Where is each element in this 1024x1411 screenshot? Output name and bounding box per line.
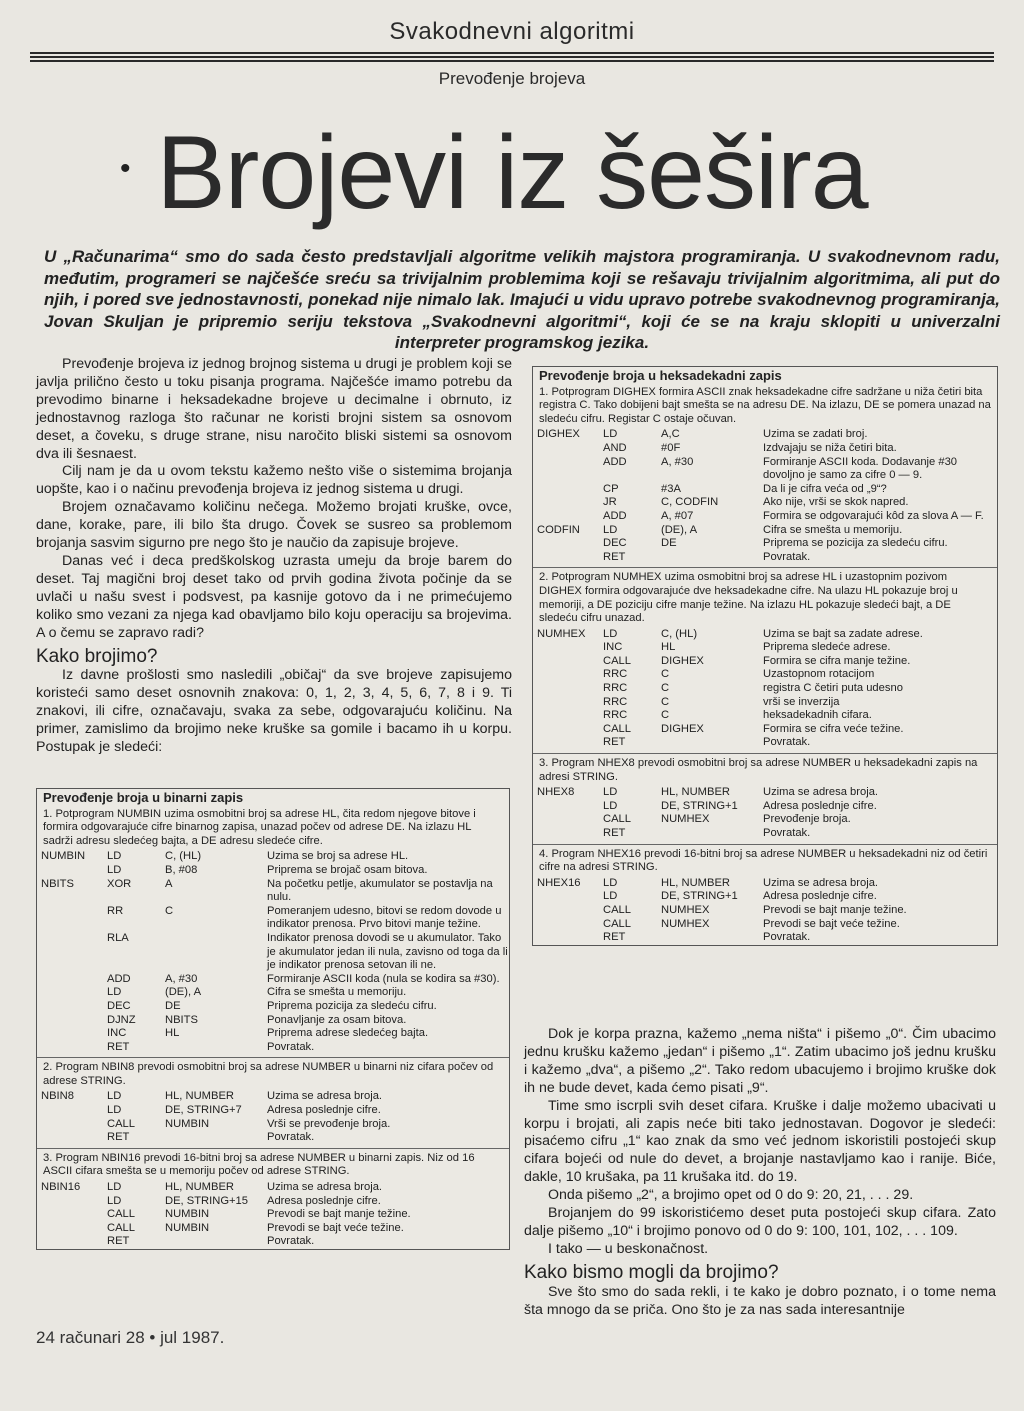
code-line: [533, 904, 907, 918]
code-cell: DE, STRING+15: [165, 1194, 248, 1207]
code-cell: Prevodi se bajt manje težine.: [267, 1208, 411, 1221]
code-cell: Cifra se smešta u memoriju.: [267, 986, 407, 999]
code-cell: INC: [603, 641, 623, 654]
code-cell: CP: [603, 482, 619, 495]
code-cell: [37, 864, 107, 878]
code-cell: Adresa poslednje cifre.: [267, 1104, 381, 1117]
code-cell: [533, 537, 603, 551]
code-line: [533, 483, 997, 497]
paragraph: Danas već i deca predškolskog uzrasta umeju da broje barem do deset. Taj magični broj deset tako od prvih godina života počinje da se uvlači u našu svest i podsvest, pa kasnije gotovo da i ne primećujemo koliko smo vezani za njega kad obavljamo bilo koju operaciju sa brojevima. A o čemu se zapravo radi?: [36, 552, 512, 641]
code-cell: DE, STRING+1: [661, 799, 738, 812]
code-cell: [533, 931, 603, 945]
paragraph: Dok je korpa prazna, kažemo „nema ništa“ i pišemo „0“. Čim ubacimo jednu krušku kažemo „jedan“ i pišemo „1“. Zatim ubacimo još jednu krušku i kažemo „dva“, a pišemo „2“. Tako redom ubacujemo i brojimo kruške dok ih ne bude devet, kada ćemo pisati „9“.: [524, 1026, 996, 1096]
code-listing: [37, 1090, 390, 1144]
code-line: [533, 786, 878, 800]
code-line: [533, 931, 907, 945]
code-line: [37, 864, 509, 878]
code-cell: [533, 496, 603, 510]
code-cell: Vrši se prevođenje broja.: [267, 1117, 391, 1130]
code-cell: DJNZ: [107, 1013, 136, 1026]
code-line: [533, 456, 997, 483]
code-line: [37, 1118, 390, 1132]
code-cell: A: [165, 877, 173, 890]
box-title: Prevođenje broja u binarni zapis: [43, 790, 244, 805]
lead-paragraph: U „Računarima“ smo do sada često predstavljali algoritme velikih majstora programiranja. U svakodnevnom radu, međutim, programeri se najčešće sreću sa trivijalnim problemima koji se rešavaju trivijalnim algoritmima, ali put do njih, i pored sve jednostavnosti, ponekad nije nimalo lak. Imajući u vidu upravo potrebe svakodnevnog programiranja, Jovan Skuljan je pripremio seriju tekstova „Svakodnevni algoritmi“, koji će se na kraju sklopiti u univerzalni interpreter programskog jezika.: [44, 247, 1000, 352]
code-listing: [533, 877, 907, 945]
code-cell: C: [661, 709, 670, 722]
code-cell: Uzima se adresa broja.: [267, 1181, 383, 1194]
code-line: [533, 668, 923, 682]
code-cell: Formiranje ASCII koda. Dodavanje #30 dovoljno je samo za cifre 0 — 9.: [763, 455, 958, 482]
code-cell: HL, NUMBER: [165, 1181, 234, 1194]
code-cell: CALL: [107, 1221, 135, 1234]
code-cell: heksadekadnih cifara.: [763, 709, 872, 722]
code-cell: [533, 442, 603, 456]
paragraph: I tako — u beskonačnost.: [548, 1240, 709, 1257]
paragraph: Prevođenje brojeva iz jednog brojnog sistema u drugi je problem koji se javlja prilično često u toku pisanja programa. Najčešće imamo potrebu da prevodimo binarne i heksadekadne brojeve u decimalne i obrnuto, iz jednostavnog razloga što računar ne koristi brojni sistem sa osnovom deset, a čoveku, s druge strane, nisu naročito bliski sistemi sa osnovom dva ili šesnaest.: [36, 356, 512, 462]
left-column: [36, 356, 512, 757]
code-cell: RET: [107, 1040, 130, 1053]
code-cell: Povratak.: [763, 931, 811, 944]
code-line: [533, 813, 878, 827]
code-line: [37, 1041, 509, 1055]
code-cell: DEC: [603, 537, 627, 550]
code-cell: ADD: [603, 509, 627, 522]
code-cell: DIGHEX: [537, 428, 580, 441]
code-cell: [37, 1131, 107, 1145]
code-line: [533, 918, 907, 932]
paragraph: Iz davne prošlosti smo nasledili „običaj“ da sve brojeve zapisujemo koristeći samo deset osnovnih znakova: 0, 1, 2, 3, 4, 5, 6, 7, 8 i 9. Ti znakovi, ili cifre, označavaju, svaka za sebe, odgovarajuću količinu. Na primer, zamislimo da brojimo neke kruške sa gomile i bacamo ih u korpu. Postupak je sledeći:: [36, 667, 512, 756]
code-cell: [533, 551, 603, 565]
bin-code-box: [36, 788, 510, 1250]
code-cell: [533, 890, 603, 904]
code-cell: Uzima se adresa broja.: [267, 1090, 383, 1103]
code-cell: RR: [107, 904, 124, 917]
code-cell: Povratak.: [267, 1235, 315, 1248]
code-cell: Povratak.: [763, 827, 811, 839]
code-cell: NHEX16: [537, 876, 581, 889]
code-cell: [37, 973, 107, 987]
code-cell: C: [661, 668, 670, 681]
code-line: [533, 510, 997, 524]
article-subtitle: Prevođenje brojeva: [438, 69, 586, 88]
code-cell: [533, 736, 603, 750]
code-cell: LD: [603, 890, 618, 903]
code-cell: [37, 1118, 107, 1132]
code-cell: Uzima se zadati broj.: [763, 428, 868, 441]
code-cell: NUMBIN: [41, 850, 86, 863]
code-cell: DE: [165, 999, 181, 1012]
code-cell: CODFIN: [537, 523, 580, 536]
code-cell: DE: [661, 537, 677, 550]
paragraph: Onda pišemo „2“, a brojimo opet od 0 do 9: 20, 21, . . . 29.: [548, 1187, 914, 1204]
code-cell: [533, 918, 603, 932]
code-cell: Priprema pozicija za sledeću cifru.: [267, 999, 437, 1012]
code-cell: Da li je cifra veća od „9“?: [763, 482, 887, 495]
code-line: [533, 641, 923, 655]
page-footer: 24 računari 28 • jul 1987.: [36, 1328, 225, 1347]
code-cell: [533, 696, 603, 710]
code-cell: RET: [603, 827, 626, 839]
code-cell: [37, 1041, 107, 1055]
code-cell: Prevođenje broja.: [763, 813, 851, 826]
headline-dot: •: [120, 152, 131, 185]
paragraph: Brojanjem do 99 iskoristićemo deset puta postojeći skup cifara. Zato dalje pišemo „10“ i brojimo ponovo od 0 do 9: 100, 101, 102, . . . 109.: [524, 1205, 996, 1239]
code-cell: Priprema se brojač osam bitova.: [267, 863, 428, 876]
right-column: [524, 1026, 996, 1320]
box-desc: 3. Program NHEX8 prevodi osmobitni broj sa adrese NUMBER u heksadekadni zapis na adresi STRING.: [539, 757, 978, 783]
code-listing: [533, 628, 923, 750]
code-cell: Prevodi se bajt veće težine.: [267, 1221, 404, 1234]
code-cell: Pripremа adrese sledećeg bajta.: [267, 1027, 429, 1040]
code-cell: A, #30: [165, 972, 198, 985]
code-line: [533, 655, 923, 669]
code-cell: [533, 813, 603, 827]
code-line: [533, 496, 997, 510]
box-title: Prevođenje broja u heksadekadni zapis: [539, 368, 782, 383]
code-line: [533, 736, 923, 750]
code-cell: RRC: [603, 682, 628, 695]
hex-code-box: [532, 366, 998, 946]
code-line: [533, 696, 923, 710]
code-cell: [533, 510, 603, 524]
code-cell: [533, 655, 603, 669]
code-line: [37, 905, 509, 932]
code-cell: XOR: [107, 877, 132, 890]
code-cell: NUMBIN: [165, 1117, 210, 1130]
code-cell: NBIN16: [41, 1181, 81, 1194]
code-cell: #0F: [661, 441, 681, 454]
code-cell: RRC: [603, 668, 628, 681]
code-cell: [37, 986, 107, 1000]
code-cell: B, #08: [165, 863, 198, 876]
box-desc: 1. Potprogram NUMBIN uzima osmobitni broj sa adrese HL, čita redom njegove bitove i formira odgovarajuće cifre binarnog zapisa, unazad počev od adrese DE. Na izlazu HL sadrži adresu sledećeg bajta, a DE adresu sledeće cifre.: [43, 807, 476, 847]
section-title: Svakodnevni algoritmi: [389, 18, 635, 45]
code-cell: [533, 827, 603, 841]
code-cell: RLA: [107, 931, 129, 944]
code-cell: NUMHEX: [537, 627, 586, 640]
code-cell: C, (HL): [661, 627, 698, 640]
code-cell: C, CODFIN: [661, 496, 719, 509]
box-desc: 3. Program NBIN16 prevodi 16-bitni broj sa adrese NUMBER u binarni zapis. Niz od 16 ASCII cifara smešta se u memoriju počev od adrese STRING.: [43, 1151, 475, 1178]
code-cell: LD: [603, 876, 618, 889]
code-cell: HL, NUMBER: [165, 1090, 234, 1103]
code-cell: A, #30: [661, 455, 694, 468]
code-cell: Uzima se broj sa adrese HL.: [267, 850, 409, 863]
code-line: [533, 628, 923, 642]
code-cell: [37, 1222, 107, 1236]
code-cell: Ako nije, vrši se skok napred.: [763, 496, 909, 509]
code-listing: [533, 786, 878, 840]
code-cell: (DE), A: [661, 523, 698, 536]
paragraph: Time smo iscrpli svih deset cifara. Kruške i dalje možemo ubacivati u korpu i brojati, ali zapis neće biti tako jednostavan. Dogovor je sledeći: pisaćemo cifru „1“ kao znak da smo već jednom iskoristili postojeći skup cifara bojeći od nule do devet, a brojanje nastavljamo kao i ranije. Biće, dakle, 10 krušaka, pa 11 krušaka itd. do 19.: [524, 1097, 996, 1186]
code-cell: LD: [107, 1194, 122, 1207]
code-line: [533, 428, 997, 442]
header-rules: [30, 52, 994, 66]
code-cell: [533, 723, 603, 737]
code-cell: [37, 1208, 107, 1222]
code-cell: RRC: [603, 695, 628, 708]
code-cell: [533, 904, 603, 918]
code-cell: C, (HL): [165, 850, 202, 863]
code-cell: [533, 682, 603, 696]
paragraph: Sve što smo do sada rekli, i te kako je dobro poznato, i o tome nema šta mnogo da se priča. Ono što je za nas sada interesantnije: [524, 1283, 996, 1318]
code-line: [533, 827, 878, 841]
code-line: [37, 878, 509, 905]
code-cell: DIGHEX: [661, 722, 704, 735]
code-cell: [165, 1235, 267, 1249]
code-line: [37, 1000, 509, 1014]
code-cell: HL: [165, 1027, 180, 1040]
code-cell: [165, 1131, 267, 1145]
code-cell: NUMBIN: [165, 1208, 210, 1221]
subheading: Kako bismo mogli da brojimo?: [524, 1261, 779, 1283]
code-cell: Cifra se smešta u memoriju.: [763, 523, 903, 536]
code-cell: CALL: [603, 722, 631, 735]
code-cell: (DE), A: [165, 986, 202, 999]
code-cell: Formira se cifra manje težine.: [763, 654, 911, 667]
code-cell: Uzima se adresa broja.: [763, 786, 879, 799]
code-cell: [165, 1041, 267, 1055]
code-cell: [533, 456, 603, 483]
code-cell: Povratak.: [267, 1040, 315, 1053]
code-cell: [533, 483, 603, 497]
box-desc: 4. Program NHEX16 prevodi 16-bitni broj sa adrese NUMBER u heksadekadni niz od četiri cifre na adresi STRING.: [539, 847, 988, 874]
code-cell: vrši se inverzija: [763, 695, 840, 708]
code-line: [37, 1195, 411, 1209]
code-line: [533, 709, 923, 723]
box-desc: 2. Potprogram NUMHEX uzima osmobitni broj sa adrese HL i uzastopnim pozivom DIGHEX formira odgovarajuće dve heksadekadne cifre. Na ulazu HL pokazuje broj u memoriji, a DE poziciju cifre manje težine. Na izlazu HL pokazuje sledeći bajt, a DE sledeću cifru unazad.: [539, 571, 958, 625]
code-cell: RET: [107, 1131, 130, 1144]
code-line: [533, 800, 878, 814]
code-cell: NUMHEX: [661, 903, 710, 916]
code-cell: [37, 1014, 107, 1028]
code-cell: C: [165, 904, 174, 917]
code-cell: NBIN8: [41, 1090, 74, 1103]
code-cell: Pomeranjem udesno, bitovi se redom dovode u indikator prenosa. Prvo bitovi manje težine.: [267, 904, 502, 931]
code-cell: Uzima se adresa broja.: [763, 876, 879, 889]
code-cell: Uzima se bajt sa zadate adrese.: [763, 627, 923, 640]
code-cell: LD: [603, 523, 618, 536]
code-listing: [37, 1181, 411, 1249]
code-line: [533, 537, 997, 551]
paragraph: Cilj nam je da u ovom tekstu kažemo nešto više o sistemima brojanja uopšte, kao i o načinu prevođenja brojeva iz jednog sistema u drugi.: [36, 463, 512, 498]
code-line: [533, 551, 997, 565]
code-cell: A,C: [661, 428, 680, 441]
code-cell: [661, 736, 763, 750]
code-cell: [533, 800, 603, 814]
code-cell: [661, 551, 763, 565]
code-line: [533, 442, 997, 456]
code-cell: [533, 709, 603, 723]
code-cell: Adresa poslednje cifre.: [763, 890, 877, 903]
code-cell: Formira se odgovarajući kôd za slova A — F.: [763, 509, 984, 522]
code-cell: RET: [107, 1235, 130, 1248]
code-cell: [661, 827, 763, 841]
code-cell: [37, 1027, 107, 1041]
code-cell: Povratak.: [763, 736, 811, 749]
code-line: [37, 850, 509, 864]
code-cell: A, #07: [661, 509, 694, 522]
code-line: [37, 932, 509, 973]
code-cell: #3A: [661, 482, 681, 495]
code-cell: Na početku petlje, akumulator se postavlja na nulu.: [267, 877, 493, 904]
code-cell: CALL: [603, 654, 631, 667]
code-cell: DIGHEX: [661, 654, 704, 667]
code-cell: NHEX8: [537, 786, 575, 799]
code-line: [37, 1090, 390, 1104]
code-cell: DEC: [107, 999, 131, 1012]
code-cell: JR: [603, 496, 617, 509]
code-cell: Prevodi se bajt veće težine.: [763, 917, 900, 930]
code-cell: Priprema se pozicija za sledeću cifru.: [763, 537, 948, 550]
code-cell: LD: [603, 627, 618, 640]
code-line: [533, 890, 907, 904]
paragraph: Brojem označavamo količinu nečega. Možemo brojati kruške, ovce, dane, korake, pare, ili bilo šta drugo. Čovek se susreo sa problemom brojanja sasvim sigurno pre nego što je naučio da zapisuje brojeve.: [36, 499, 512, 552]
code-line: [37, 1104, 390, 1118]
code-cell: Adresa poslednje cifre.: [267, 1194, 381, 1207]
article-title: Brojevi iz šešira: [156, 115, 868, 231]
code-cell: CALL: [603, 903, 631, 916]
code-cell: [37, 1235, 107, 1249]
code-line: [533, 723, 923, 737]
code-cell: Povratak.: [763, 550, 811, 563]
code-cell: [165, 932, 267, 973]
code-line: [37, 973, 509, 987]
code-cell: LD: [107, 1090, 122, 1103]
code-cell: DE, STRING+7: [165, 1104, 242, 1117]
code-cell: AND: [603, 441, 627, 454]
code-cell: RET: [603, 931, 626, 944]
code-cell: LD: [603, 786, 618, 799]
box-desc: 2. Program NBIN8 prevodi osmobitni broj sa adrese NUMBER u binarni niz cifara počev od adrese STRING.: [43, 1061, 494, 1087]
code-line: [533, 524, 997, 538]
code-cell: NUMBIN: [165, 1221, 210, 1234]
code-cell: Uzastopnom rotacijom: [763, 668, 875, 681]
code-line: [37, 1181, 411, 1195]
code-cell: LD: [107, 986, 122, 999]
code-line: [37, 1131, 390, 1145]
code-cell: Izdvajaju se niža četiri bita.: [763, 441, 897, 454]
code-line: [37, 986, 509, 1000]
code-cell: C: [661, 695, 670, 708]
box-desc: 1. Potprogram DIGHEX formira ASCII znak heksadekadne cifre sadržane u niža četiri bita registra C. Tako dobijeni bajt smešta se na adresu DE. Na izlazu, DE se pomera unazad na sledeću cifru. Registar C ostaje očuvan.: [539, 385, 991, 425]
code-cell: LD: [107, 863, 122, 876]
code-cell: HL, NUMBER: [661, 786, 730, 799]
code-cell: Povratak.: [267, 1131, 315, 1144]
code-line: [533, 682, 923, 696]
code-cell: Prevodi se bajt manje težine.: [763, 903, 907, 916]
code-cell: NUMHEX: [661, 917, 710, 930]
code-cell: [37, 1104, 107, 1118]
code-line: [37, 1222, 411, 1236]
code-cell: CALL: [603, 813, 631, 826]
code-cell: LD: [107, 1104, 122, 1117]
code-cell: Formira se cifra veće težine.: [763, 722, 904, 735]
code-cell: NBITS: [165, 1013, 198, 1026]
code-cell: registra C četiri puta udesno: [763, 682, 903, 695]
code-cell: HL, NUMBER: [661, 876, 730, 889]
code-cell: CALL: [107, 1117, 135, 1130]
code-cell: LD: [603, 428, 618, 441]
code-cell: [661, 931, 763, 945]
code-cell: Formiranje ASCII koda (nula se kodira sa #30).: [267, 972, 500, 985]
code-cell: LD: [603, 799, 618, 812]
code-cell: HL: [661, 641, 676, 654]
code-cell: Adresa poslednje cifre.: [763, 799, 877, 812]
code-line: [533, 877, 907, 891]
code-cell: LD: [107, 850, 122, 863]
code-line: [37, 1235, 411, 1249]
code-cell: [37, 1000, 107, 1014]
code-cell: CALL: [107, 1208, 135, 1221]
code-listing: [37, 850, 509, 1054]
code-cell: NUMHEX: [661, 813, 710, 826]
code-cell: Priprema sledeće adrese.: [763, 641, 891, 654]
code-line: [37, 1027, 509, 1041]
code-line: [37, 1014, 509, 1028]
code-cell: C: [661, 682, 670, 695]
subheading: Kako brojimo?: [36, 645, 158, 667]
code-cell: ADD: [603, 455, 627, 468]
code-cell: RET: [603, 736, 626, 749]
code-cell: LD: [107, 1181, 122, 1194]
code-cell: [37, 1195, 107, 1209]
code-cell: Indikator prenosa dovodi se u akumulator. Tako je akumulator jedan ili nula, zavisno od toga da li je indikator prenosa setovan ili ne.: [267, 931, 508, 972]
code-cell: CALL: [603, 917, 631, 930]
code-cell: RRC: [603, 709, 628, 722]
code-cell: Ponavljanje za osam bitova.: [267, 1013, 407, 1026]
code-cell: DE, STRING+1: [661, 890, 738, 903]
code-line: [37, 1208, 411, 1222]
code-cell: ADD: [107, 972, 131, 985]
code-listing: [533, 428, 997, 564]
code-cell: [37, 932, 107, 973]
code-cell: INC: [107, 1027, 127, 1040]
code-cell: NBITS: [41, 877, 74, 890]
code-cell: [533, 641, 603, 655]
code-cell: [37, 905, 107, 932]
code-cell: RET: [603, 550, 626, 563]
code-cell: [533, 668, 603, 682]
